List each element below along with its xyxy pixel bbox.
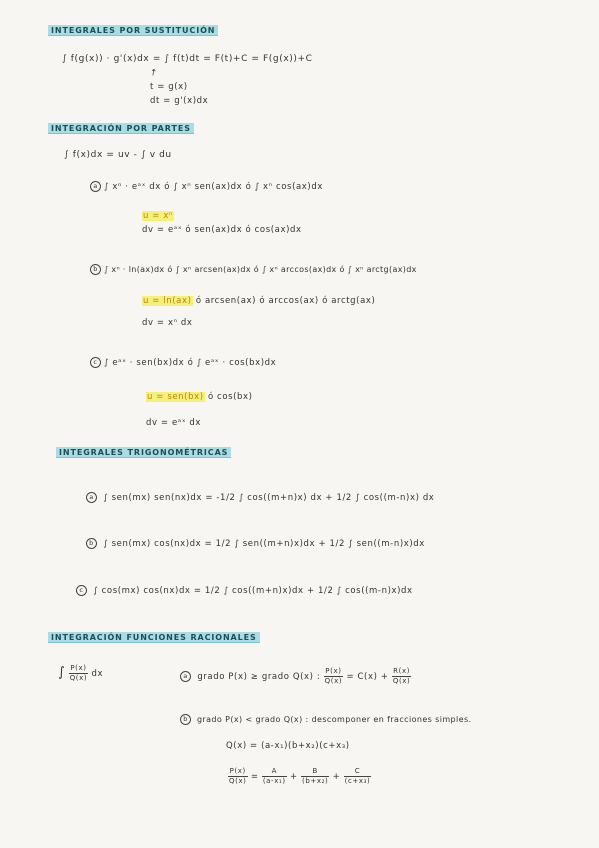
partes-b-row: [90, 264, 417, 275]
section-title-partes: INTEGRACIÓN POR PARTES: [48, 123, 194, 134]
partes-b-dv: dv = xⁿ dx: [142, 318, 193, 328]
partes-a-integrals: ∫ xⁿ · eᵃˣ dx ó ∫ xⁿ sen(ax)dx ó ∫ xⁿ cos(ax)dx: [104, 182, 323, 192]
partes-b-integrals: ∫ xⁿ · ln(ax)dx ó ∫ xⁿ arcsen(ax)dx ó ∫ xⁿ arccos(ax)dx ó ∫ xⁿ arctg(ax)dx: [104, 265, 417, 274]
marker-a-icon: a: [86, 492, 97, 503]
sustitucion-formula: ∫ f(g(x)) · g'(x)dx = ∫ f(t)dt = F(t)+C = F(g(x))+C: [62, 54, 313, 64]
section-title-racionales: INTEGRACIÓN FUNCIONES RACIONALES: [48, 632, 260, 643]
partes-a-u: u = xⁿ: [143, 211, 173, 221]
marker-a-icon: a: [180, 671, 191, 682]
section-title-trigonometricas: INTEGRALES TRIGONOMÉTRICAS: [56, 447, 231, 458]
sustitucion-t-def: t = g(x): [150, 82, 188, 92]
section-title-sustitucion: INTEGRALES POR SUSTITUCIÓN: [48, 25, 218, 36]
trig-c-row: c ∫ cos(mx) cos(nx)dx = 1/2 ∫ cos((m+n)x)dx + 1/2 ∫ cos((m-n)x)dx: [76, 585, 413, 596]
racionales-descomposicion: $\frac{P(x)}{Q(x)}$ = $\frac{A}{\text{(a-x₁)}}$ + $\frac{B}{\text{(b+x₂)}}$ + $\frac{C}{\text{(c+x₃)}}$: [229, 767, 371, 785]
trig-b-row: b ∫ sen(mx) cos(nx)dx = 1/2 ∫ sen((m+n)x)dx + 1/2 ∫ sen((m-n)x)dx: [86, 538, 425, 549]
marker-b-icon: b: [86, 538, 97, 549]
partes-formula: ∫ f(x)dx = uv - ∫ v du: [64, 150, 172, 160]
partes-c-u: u = sen(bx) ó cos(bx): [147, 392, 253, 402]
marker-b-icon: b: [90, 264, 101, 275]
racionales-q: Q(x) = (a-x₁)(b+x₂)(c+x₃): [226, 741, 350, 751]
partes-c-row: [90, 357, 276, 368]
racionales-b-row: b grado P(x) < grado Q(x) : descomponer en fracciones simples.: [180, 714, 472, 725]
racionales-integral: ∫ $\frac{P(x)}{Q(x)}$ dx: [58, 664, 104, 682]
partes-c-integrals: ∫ eᵃˣ · sen(bx)dx ó ∫ eᵃˣ · cos(bx)dx: [104, 358, 277, 368]
partes-a-dv: dv = eᵃˣ ó sen(ax)dx ó cos(ax)dx: [142, 225, 302, 235]
racionales-a-row: a grado P(x) ≥ grado Q(x) : $\frac{P(x)}{Q(x)}$ = C(x) + $\frac{R(x)}{Q(x)}$: [180, 667, 411, 686]
partes-c-dv: dv = eᵃˣ dx: [146, 418, 202, 428]
marker-b-icon: b: [180, 714, 191, 725]
marker-c-icon: c: [90, 357, 101, 368]
marker-a-icon: a: [90, 181, 101, 192]
arrow-icon: ↗: [147, 66, 160, 80]
trig-a-row: a ∫ sen(mx) sen(nx)dx = -1/2 ∫ cos((m+n)x) dx + 1/2 ∫ cos((m-n)x) dx: [86, 492, 434, 503]
sustitucion-dt-def: dt = g'(x)dx: [150, 96, 209, 106]
partes-b-u: u = ln(ax) ó arcsen(ax) ó arccos(ax) ó arctg(ax): [143, 296, 376, 306]
partes-a-row: [90, 181, 323, 192]
marker-c-icon: c: [76, 585, 87, 596]
